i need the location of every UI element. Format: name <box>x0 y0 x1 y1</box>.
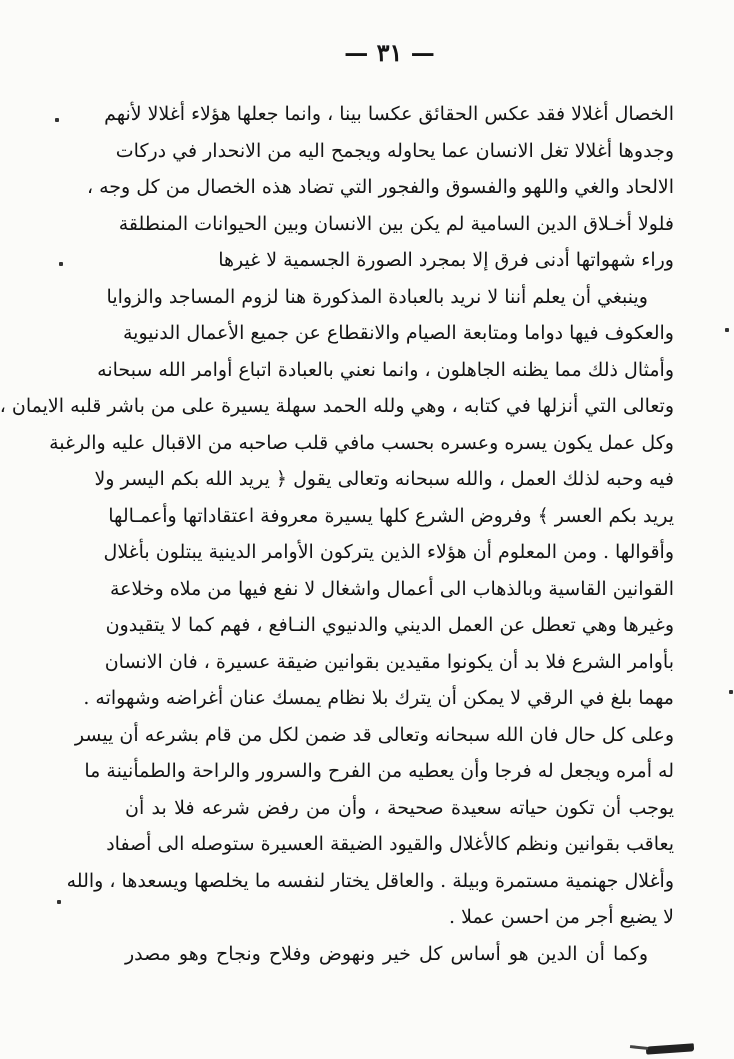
text-line: مهما بلغ في الرقي لا يمكن أن يترك بلا نظام يمسك عنان أغراضه وشهواته . <box>83 687 674 709</box>
scan-speck <box>55 118 59 122</box>
text-line: والعكوف فيها دواما ومتابعة الصيام والانقطاع عن جميع الأعمال الدنيوية <box>122 322 674 344</box>
text-line: لا يضيع أجر من احسن عملا . <box>449 906 674 928</box>
scan-speck <box>57 900 61 904</box>
text-line: فيه وحبه لذلك العمل ، والله سبحانه وتعالى يقول ﴿ يريد الله بكم اليسر ولا <box>94 468 674 490</box>
text-line: وعلى كل حال فان الله سبحانه وتعالى قد ضمن لكل من قام بشرعه أن ييسر <box>74 723 674 746</box>
text-line: وأمثال ذلك مما يظنه الجاهلون ، وانما نعني بالعبادة اتباع أوامر الله سبحانه <box>97 358 674 381</box>
scan-speck <box>59 262 63 266</box>
text-line: يوجب أن تكون حياته سعيدة صحيحة ، وأن من رفض شرعه فلا بد أن <box>125 796 674 819</box>
scan-speck <box>729 690 733 694</box>
text-line: وكما أن الدين هو أساس كل خير ونهوض وفلاح ونجاح وهو مصدر <box>125 942 648 965</box>
text-line: وغيرها وهي تعطل عن العمل الديني والدنيوي النـافع ، فهم كما لا يتقيدون <box>105 614 674 636</box>
scan-speck <box>725 328 729 332</box>
text-line: وأغلال جهنمية مستمرة وبيلة . والعاقل يختار لنفسه ما يخلصها ويسعدها ، والله <box>66 869 674 892</box>
text-line: وينبغي أن يعلم أننا لا نريد بالعبادة المذكورة هنا لزوم المساجد والزوايا <box>106 285 648 308</box>
scan-artifact <box>630 1045 648 1050</box>
text-line: وكل عمل يكون يسره وعسره بحسب مافي قلب صاحبه من الاقبال عليه والرغبة <box>49 431 674 454</box>
text-line: يريد بكم العسر ﴾ وفروض الشرع كلها يسيرة معروفة اعتقاداتها وأعمـالها <box>108 504 674 527</box>
text-line: القوانين القاسية وبالذهاب الى أعمال واشغال لا نفع فيها من ملاه وخلاعة <box>109 577 674 600</box>
text-line: وتعالى التي أنزلها في كتابه ، وهي ولله الحمد سهلة يسيرة على من باشر قلبه الايمان ، <box>0 395 674 417</box>
text-line: له أمره ويجعل له فرجا وأن يعطيه من الفرح والسرور والراحة والطمأنينة ما <box>84 760 674 782</box>
text-line: الخصال أغلالا فقد عكس الحقائق عكسا بينا ، وانما جعلها هؤلاء أغلالا لأنهم <box>104 103 674 125</box>
body-text <box>0 96 674 972</box>
text-line: يعاقب بقوانين ونظم كالأغلال والقيود الضيقة العسيرة ستوصله الى أصفاد <box>106 833 674 855</box>
text-line: وجدوها أغلالا تغل الانسان عما يحاوله ويجمح اليه من الانحدار في دركات <box>115 139 674 162</box>
text-line: وأقوالها . ومن المعلوم أن هؤلاء الذين يتركون الأوامر الدينية يبتلون بأغلال <box>103 541 674 563</box>
text-line: الالحاد والغي واللهو والفسوق والفجور التي تضاد هذه الخصال من كل وجه ، <box>86 176 674 198</box>
text-line: فلولا أخـلاق الدين السامية لم يكن بين الانسان وبين الحيوانات المنطلقة <box>118 212 674 235</box>
page-number: — ٣١ — <box>344 38 435 67</box>
text-line: وراء شهواتها أدنى فرق إلا بمجرد الصورة الجسمية لا غيرها <box>218 249 674 271</box>
scan-artifact <box>646 1043 694 1054</box>
text-line: بأوامر الشرع فلا بد أن يكونوا مقيدين بقوانين ضيقة عسيرة ، فان الانسان <box>104 650 674 673</box>
